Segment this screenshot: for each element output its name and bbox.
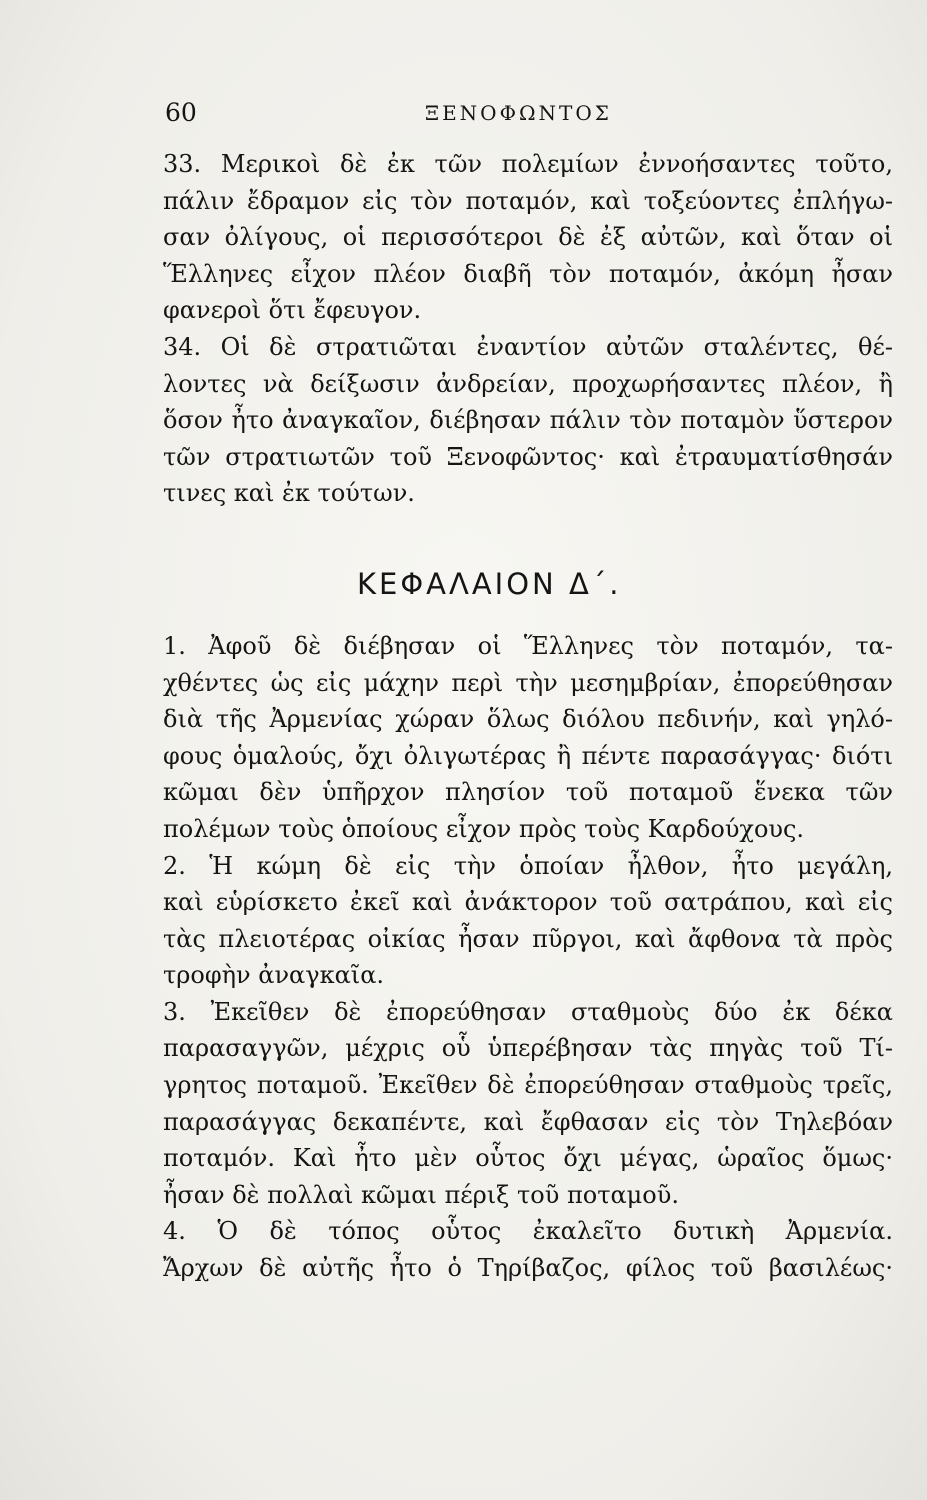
paragraph-2 xyxy=(163,848,893,994)
text-line: κῶμαι δὲν ὑπῆρχον πλησίον τοῦ ποταμοῦ ἕνεκα τῶν xyxy=(163,778,893,807)
paragraph-34 xyxy=(163,329,893,512)
text-line: ἦσαν δὲ πολλαὶ κῶμαι πέριξ τοῦ ποταμοῦ. xyxy=(163,1180,679,1209)
text-line: 2. Ἡ κώμη δὲ εἰς τὴν ὁποίαν ἦλθον, ἦτο μεγάλη, xyxy=(163,851,893,880)
chapter-heading: ΚΕΦΑΛΑΙΟΝ Δ΄. xyxy=(357,566,622,601)
text-line: παρασαγγῶν, μέχρις οὗ ὑπερέβησαν τὰς πηγὰς τοῦ Τί- xyxy=(163,1034,893,1063)
text-line: τῶν στρατιωτῶν τοῦ Ξενοφῶντος· καὶ ἐτραυματίσθησάν xyxy=(163,442,893,471)
text-line: Ἕλληνες εἶχον πλέον διαβῆ τὸν ποταμόν, ἀκόμη ἦσαν xyxy=(163,259,893,288)
text-line: φανεροὶ ὅτι ἔφευγον. xyxy=(163,296,422,325)
text-line: τινες καὶ ἐκ τούτων. xyxy=(163,479,415,508)
page-number: 60 xyxy=(165,98,197,127)
text-line: ποταμόν. Καὶ ἦτο μὲν οὗτος ὄχι μέγας, ὡραῖος ὅμως· xyxy=(163,1144,893,1173)
page-header xyxy=(165,98,895,138)
text-line: διὰ τῆς Ἀρμενίας χώραν ὅλως διόλου πεδινήν, καὶ γηλό- xyxy=(163,705,893,734)
text-line: λοντες νὰ δείξωσιν ἀνδρείαν, προχωρήσαντες πλέον, ἢ xyxy=(163,369,893,398)
text-line: τροφὴν ἀναγκαῖα. xyxy=(163,961,385,990)
text-line: γρητος ποταμοῦ. Ἐκεῖθεν δὲ ἐπορεύθησαν σταθμοὺς τρεῖς, xyxy=(163,1071,893,1100)
text-line: τὰς πλειοτέρας οἰκίας ἦσαν πῦργοι, καὶ ἄφθονα τὰ πρὸς xyxy=(163,924,893,953)
text-line: παρασάγγας δεκαπέντε, καὶ ἔφθασαν εἰς τὸν Τηλεβόαν xyxy=(163,1107,893,1136)
text-line: 4. Ὁ δὲ τόπος οὗτος ἐκαλεῖτο δυτικὴ Ἀρμενία. xyxy=(163,1217,893,1246)
text-line: φους ὁμαλούς, ὄχι ὀλιγωτέρας ἢ πέντε παρασάγγας· διότι xyxy=(163,741,893,770)
paragraph-4 xyxy=(163,1213,893,1286)
text-line: Ἄρχων δὲ αὐτῆς ἦτο ὁ Τηρίβαζος, φίλος τοῦ βασιλέως· xyxy=(163,1254,893,1283)
text-line: 1. Ἀφοῦ δὲ διέβησαν οἱ Ἕλληνες τὸν ποταμόν, τα- xyxy=(163,631,893,660)
text-line: καὶ εὑρίσκετο ἐκεῖ καὶ ἀνάκτορον τοῦ σατράπου, καὶ εἰς xyxy=(163,888,893,917)
text-line: χθέντες ὡς εἰς μάχην περὶ τὴν μεσημβρίαν, ἐπορεύθησαν xyxy=(163,668,893,697)
running-title: ΞΕΝΟΦΩΝΤΟΣ xyxy=(425,101,612,125)
text-line: ὅσον ἦτο ἀναγκαῖον, διέβησαν πάλιν τὸν ποταμὸν ὕστερον xyxy=(163,406,893,435)
text-line: σαν ὀλίγους, οἱ περισσότεροι δὲ ἐξ αὐτῶν, καὶ ὅταν οἱ xyxy=(163,223,893,252)
text-line: πάλιν ἔδραμον εἰς τὸν ποταμόν, καὶ τοξεύοντες ἐπλήγω- xyxy=(163,186,893,215)
paragraph-1 xyxy=(163,628,893,848)
paragraph-33 xyxy=(163,146,893,329)
body-text xyxy=(163,146,893,1287)
text-line: 34. Οἱ δὲ στρατιῶται ἐναντίον αὐτῶν σταλέντες, θέ- xyxy=(163,332,893,361)
paragraph-3 xyxy=(163,994,893,1214)
text-line: πολέμων τοὺς ὁποίους εἶχον πρὸς τοὺς Καρδούχους. xyxy=(163,814,805,843)
text-line: 3. Ἐκεῖθεν δὲ ἐπορεύθησαν σταθμοὺς δύο ἐκ δέκα xyxy=(163,997,893,1026)
text-line: 33. Μερικοὶ δὲ ἐκ τῶν πολεμίων ἐννοήσαντες τοῦτο, xyxy=(163,150,893,178)
